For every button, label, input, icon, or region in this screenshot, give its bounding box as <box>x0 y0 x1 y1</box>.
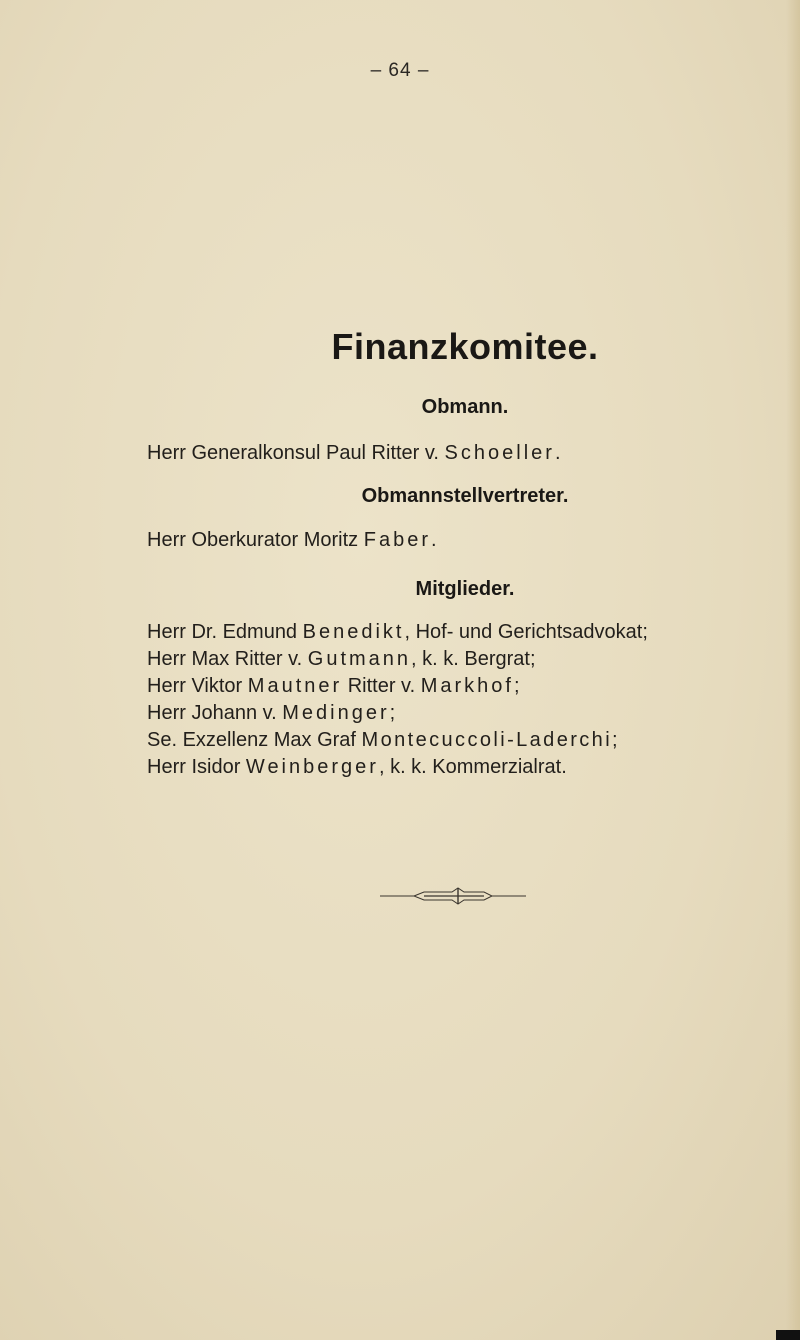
page-number: – 64 – <box>370 60 430 81</box>
member-name: Schoeller <box>444 442 555 464</box>
member-name: Faber <box>363 529 431 551</box>
section-heading-mitglieder: Mitglieder. <box>415 578 515 600</box>
member-name: Weinberger <box>245 756 379 778</box>
member-name-second: Markhof <box>420 675 514 697</box>
ornament-divider-icon <box>380 886 526 906</box>
member-text: Isidor <box>191 756 241 778</box>
member-salutation: Herr <box>147 756 186 778</box>
member-salutation: Herr <box>147 702 186 724</box>
member-line <box>147 648 536 671</box>
member-suffix: . <box>554 442 561 464</box>
page-edge-shadow <box>786 0 800 1340</box>
section-heading-obmannstellvertreter: Obmannstellvertreter. <box>361 485 569 507</box>
member-salutation: Se. <box>147 729 178 751</box>
member-line <box>147 729 618 752</box>
member-text: Max Ritter v. <box>191 648 303 670</box>
member-line-obmann <box>147 442 561 465</box>
member-suffix: ; <box>389 702 396 724</box>
member-suffix: . <box>430 529 437 551</box>
member-text-mid: Ritter v. <box>347 675 416 697</box>
page-title: Finanzkomitee. <box>331 326 599 367</box>
member-name: Montecuccoli-Laderchi <box>361 729 613 751</box>
member-line-stellvertreter <box>147 529 437 552</box>
member-salutation: Herr <box>147 621 186 643</box>
member-name: Mautner <box>247 675 343 697</box>
member-line <box>147 675 520 698</box>
member-text: Generalkonsul Paul Ritter v. <box>191 442 439 464</box>
member-line <box>147 702 395 725</box>
member-suffix: , k. k. Bergrat; <box>411 648 536 670</box>
section-heading-obmann: Obmann. <box>421 396 509 418</box>
corner-mark <box>776 1330 800 1340</box>
member-text: Oberkurator Moritz <box>191 529 359 551</box>
member-text: Dr. Edmund <box>191 621 298 643</box>
member-salutation: Herr <box>147 529 186 551</box>
member-text: Exzellenz Max Graf <box>182 729 356 751</box>
member-text: Johann v. <box>191 702 277 724</box>
member-line <box>147 621 648 644</box>
member-name: Gutmann <box>307 648 412 670</box>
member-suffix: ; <box>612 729 618 751</box>
member-name: Medinger <box>282 702 390 724</box>
member-salutation: Herr <box>147 442 186 464</box>
member-suffix: ; <box>513 675 520 697</box>
member-name: Benedikt <box>302 621 405 643</box>
member-salutation: Herr <box>147 675 186 697</box>
member-line <box>147 756 567 779</box>
member-text: Viktor <box>191 675 243 697</box>
member-suffix: , k. k. Kommerzialrat. <box>378 756 567 778</box>
member-suffix: , Hof- und Gerichtsadvokat; <box>404 621 648 643</box>
member-salutation: Herr <box>147 648 186 670</box>
